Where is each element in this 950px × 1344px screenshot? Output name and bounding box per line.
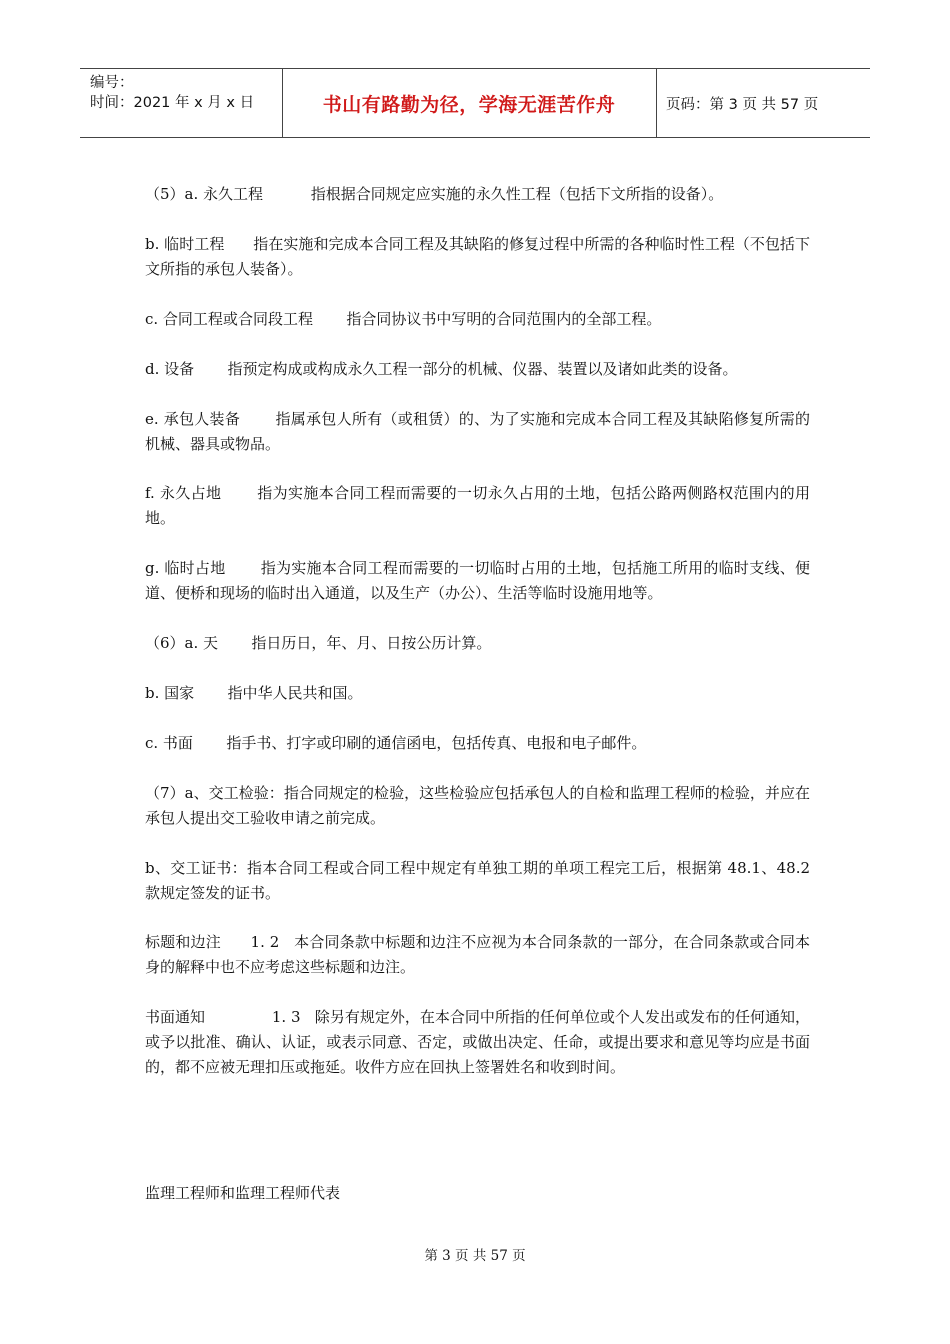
paragraph: 书面通知 1. 3 除另有规定外，在本合同中所指的任何单位或个人发出或发布的任何通知，或予以批准、确认、认证，或表示同意、否定，或做出决定、任命，或提出要求和意见等均应是书面的，都不应被无理扣压或拖延。收件方应在回执上签署姓名和收到时间。 (145, 1008, 810, 1076)
time-label: 时间：2021 年 x 月 x 日 (90, 95, 255, 111)
paragraph: b. 国家 指中华人民共和国。 (145, 684, 363, 702)
paragraph: e. 承包人装备 指属承包人所有（或租赁）的、为了实施和完成本合同工程及其缺陷修复所需的机械、器具或物品。 (145, 410, 810, 453)
header-page-label: 页码：第 3 页 共 57 页 (666, 96, 819, 113)
header-motto: 书山有路勤为径，学海无涯苦作舟 (322, 93, 616, 116)
paragraph: c. 合同工程或合同段工程 指合同协议书中写明的合同范围内的全部工程。 (145, 310, 662, 328)
paragraph: b、交工证书：指本合同工程或合同工程中规定有单独工期的单项工程完工后，根据第 48.1、48.2 款规定签发的证书。 (145, 859, 815, 902)
paragraph: g. 临时占地 指为实施本合同工程而需要的一切临时占用的土地，包括施工所用的临时支线、便道、便桥和现场的临时出入通道，以及生产（办公）、生活等临时设施用地等。 (145, 559, 810, 602)
paragraph: （5）a. 永久工程 指根据合同规定应实施的永久性工程（包括下文所指的设备）。 (145, 185, 724, 203)
header-table (80, 68, 870, 138)
paragraph: c. 书面 指手书、打字或印刷的通信函电，包括传真、电报和电子邮件。 (145, 734, 647, 752)
header-meta (90, 73, 254, 113)
number-label: 编号： (90, 75, 134, 91)
paragraph: b. 临时工程 指在实施和完成本合同工程及其缺陷的修复过程中所需的各种临时性工程（不包括下文所指的承包人装备）。 (145, 235, 810, 278)
header-divider (656, 69, 657, 137)
paragraph: f. 永久占地 指为实施本合同工程而需要的一切永久占用的土地，包括公路两侧路权范围内的用地。 (145, 484, 810, 527)
section-heading: 监理工程师和监理工程师代表 (145, 1184, 341, 1202)
paragraph: 标题和边注 1. 2 本合同条款中标题和边注不应视为本合同条款的一部分，在合同条款或合同本身的解释中也不应考虑这些标题和边注。 (145, 933, 810, 976)
paragraph: （7）a、交工检验：指合同规定的检验，这些检验应包括承包人的自检和监理工程师的检验，并应在承包人提出交工验收申请之前完成。 (145, 784, 810, 827)
paragraph: d. 设备 指预定构成或构成永久工程一部分的机械、仪器、装置以及诸如此类的设备。 (145, 360, 738, 378)
paragraph: （6）a. 天 指日历日，年、月、日按公历计算。 (145, 634, 492, 652)
page-footer: 第 3 页 共 57 页 (424, 1248, 526, 1264)
